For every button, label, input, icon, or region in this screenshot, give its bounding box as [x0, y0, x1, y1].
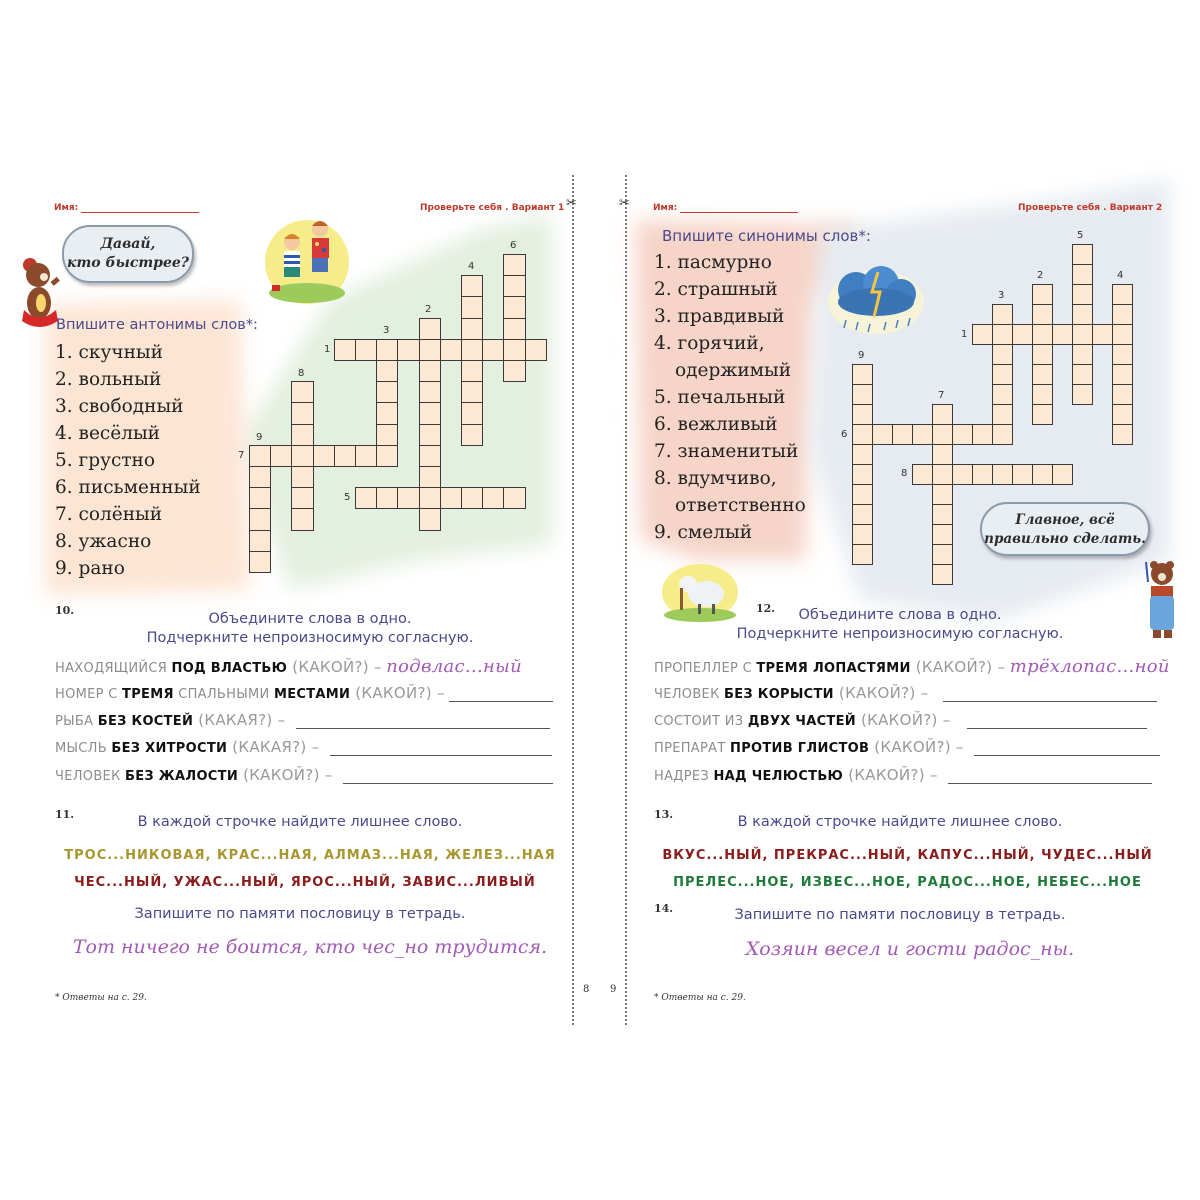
crossword-cell[interactable]: [419, 466, 441, 488]
row-gray: СПАЛЬНЫМИ: [173, 687, 274, 702]
crossword-cell[interactable]: [249, 530, 271, 552]
crossword-cell[interactable]: [461, 339, 483, 361]
proverb-text: Хозяин весел и гости радос_ны.: [745, 938, 1075, 960]
crossword-cell[interactable]: [932, 484, 953, 505]
clue-number: 3: [998, 290, 1005, 301]
crossword-cell[interactable]: [1032, 364, 1053, 385]
task10-row: [55, 738, 552, 756]
crossword-cell[interactable]: [872, 424, 893, 445]
crossword-cell[interactable]: [419, 487, 441, 509]
proverb-instruction: Запишите по памяти пословицу в тетрадь.: [134, 906, 466, 922]
crossword-cell[interactable]: [419, 402, 441, 424]
crossword-cell[interactable]: [461, 424, 483, 446]
list-item: 9. рано: [55, 558, 125, 579]
running-kids-illustration: [262, 207, 352, 305]
crossword-cell[interactable]: [1072, 384, 1093, 405]
row-question: (КАКОЙ?) –: [287, 658, 382, 676]
crossword-cell[interactable]: [992, 324, 1013, 345]
row-bold: БЕЗ КОРЫСТИ: [724, 687, 834, 702]
crossword-cell[interactable]: [852, 544, 873, 565]
crossword-cell[interactable]: [461, 402, 483, 424]
crossword-cell[interactable]: [972, 464, 993, 485]
clue-number: 6: [841, 429, 848, 440]
row-gray: ПРЕПАРАТ: [654, 741, 731, 756]
crossword-cell[interactable]: [1012, 464, 1033, 485]
crossword-cell[interactable]: [419, 318, 441, 340]
clue-number: 6: [510, 240, 517, 251]
list-item: 4. весёлый: [55, 423, 161, 444]
answer-blank[interactable]: [296, 716, 550, 729]
crossword-cell[interactable]: [376, 402, 398, 424]
crossword-cell[interactable]: [249, 445, 271, 467]
clue-number: 4: [1117, 270, 1124, 281]
instruction-line: Объедините слова в одно.: [798, 607, 1002, 623]
crossword-cell[interactable]: [291, 402, 313, 424]
row-question: (КАКОЙ?) –: [869, 738, 964, 756]
row-gray: НАХОДЯЩИЙСЯ: [55, 661, 172, 676]
clue-number: 2: [425, 304, 432, 315]
crossword-cell[interactable]: [1092, 324, 1113, 345]
crossword-cell[interactable]: [932, 404, 953, 425]
page-number-left: 8: [583, 984, 590, 995]
crossword-cell[interactable]: [992, 384, 1013, 405]
crossword-cell[interactable]: [376, 445, 398, 467]
bubble-text-line2: кто быстрее?: [66, 255, 189, 271]
crossword-cell[interactable]: [249, 466, 271, 488]
cut-line-right: [625, 175, 627, 1025]
clue-number: 3: [383, 325, 390, 336]
instruction-line: Подчеркните непроизносимую согласную.: [736, 626, 1064, 642]
list-item: 2. страшный: [654, 279, 778, 300]
crossword-cell[interactable]: [1032, 284, 1053, 305]
row-gray: СОСТОИТ ИЗ: [654, 714, 748, 729]
clue-number: 8: [298, 368, 305, 379]
crossword-cell[interactable]: [525, 339, 547, 361]
antonyms-title: Впишите антонимы слов*:: [56, 317, 258, 333]
crossword-cell[interactable]: [912, 464, 933, 485]
task12-row: [654, 738, 1160, 756]
task10-row: [55, 766, 553, 784]
scissors-icon: ✂: [619, 196, 630, 211]
crossword-cell[interactable]: [1052, 464, 1073, 485]
list-item: 5. печальный: [654, 387, 786, 408]
speech-bubble-right: [980, 502, 1150, 556]
clue-number: 5: [1077, 230, 1084, 241]
task10-row: [55, 684, 553, 702]
crossword-cell[interactable]: [852, 404, 873, 425]
list-item: 1. пасмурно: [654, 252, 772, 273]
task-number: 11.: [55, 808, 75, 821]
crossword-cell[interactable]: [376, 424, 398, 446]
crossword-cell[interactable]: [419, 360, 441, 382]
crossword-cell[interactable]: [461, 275, 483, 297]
row-question: (КАКАЯ?) –: [227, 738, 320, 756]
row-bold: МЕСТАМИ: [273, 687, 351, 702]
crossword-cell[interactable]: [992, 344, 1013, 365]
name-label: Имя:: [653, 203, 678, 213]
crossword-cell[interactable]: [419, 339, 441, 361]
crossword-cell[interactable]: [992, 304, 1013, 325]
row-gray: НОМЕР С: [55, 687, 123, 702]
crossword-cell[interactable]: [852, 484, 873, 505]
task-number: 13.: [654, 808, 674, 821]
answer-blank[interactable]: [449, 689, 553, 702]
footnote: * Ответы на с. 29.: [55, 993, 147, 1003]
word-row-2: ПРЕЛЕС...НОЕ, ИЗВЕС...НОЕ, РАДОС...НОЕ, НЕБЕС...НОЕ: [673, 875, 1142, 890]
antonyms-list: [55, 339, 201, 582]
bubble-text-line1: Давай,: [100, 236, 156, 252]
row-question: (КАКАЯ?) –: [193, 711, 286, 729]
crossword-cell[interactable]: [355, 487, 377, 509]
crossword-cell[interactable]: [461, 487, 483, 509]
crossword-cell[interactable]: [440, 339, 462, 361]
task12-row: [654, 711, 1147, 729]
crossword-cell[interactable]: [1032, 464, 1053, 485]
row-question: (КАКОЙ?) –: [855, 711, 951, 729]
answer-blank[interactable]: [974, 743, 1160, 756]
row-gray: МЫСЛЬ: [55, 741, 112, 756]
crossword-cell[interactable]: [1112, 324, 1133, 345]
crossword-cell[interactable]: [249, 487, 271, 509]
storm-cloud-illustration: [826, 262, 926, 337]
crossword-cell[interactable]: [1112, 424, 1133, 445]
clue-number: 9: [256, 432, 263, 443]
list-item: 3. свободный: [55, 396, 184, 417]
task10-row: [55, 711, 550, 729]
crossword-cell[interactable]: [932, 424, 953, 445]
row-question: (КАКОЙ?) –: [843, 766, 938, 784]
row-question: (КАКОЙ?) –: [833, 684, 929, 702]
row-gray: ПРОПЕЛЛЕР С: [654, 661, 757, 676]
clue-number: 5: [344, 492, 351, 503]
crossword-cell[interactable]: [1072, 324, 1093, 345]
clue-number: 2: [1037, 270, 1044, 281]
crossword-cell[interactable]: [270, 445, 292, 467]
crossword-cell[interactable]: [1112, 304, 1133, 325]
answer-blank[interactable]: [343, 771, 553, 784]
answer-blank[interactable]: [948, 771, 1152, 784]
crossword-cell[interactable]: [992, 404, 1013, 425]
clue-number: 8: [901, 468, 908, 479]
task12-row: [654, 656, 1170, 677]
crossword-cell[interactable]: [503, 254, 525, 276]
crossword-cell[interactable]: [291, 381, 313, 403]
row-bold: ТРЕМЯ: [122, 687, 174, 702]
crossword-cell[interactable]: [932, 444, 953, 465]
row-gray: ЧЕЛОВЕК: [654, 687, 725, 702]
list-item: 2. вольный: [55, 369, 162, 390]
crossword-cell[interactable]: [892, 424, 913, 445]
crossword-cell[interactable]: [1032, 384, 1053, 405]
row-question: (КАКОЙ?) –: [910, 658, 1006, 676]
name-field[interactable]: [653, 203, 798, 213]
crossword-cell[interactable]: [461, 381, 483, 403]
list-item: 3. правдивый: [654, 306, 785, 327]
task-number: 10.: [55, 604, 75, 617]
answer-blank[interactable]: [330, 743, 552, 756]
crossword-cell[interactable]: [1072, 264, 1093, 285]
crossword-cell[interactable]: [952, 464, 973, 485]
crossword-cell[interactable]: [482, 339, 504, 361]
row-question: (КАКОЙ?) –: [350, 684, 445, 702]
list-item: одержимый: [675, 360, 792, 381]
bubble-text-line2: правильно сделать.: [984, 531, 1146, 547]
crossword-cell[interactable]: [1012, 324, 1033, 345]
crossword-cell[interactable]: [932, 504, 953, 525]
list-item: 8. ужасно: [55, 531, 152, 552]
task13-instruction: В каждой строчке найдите лишнее слово.: [737, 814, 1063, 830]
crossword-cell[interactable]: [397, 339, 419, 361]
name-blank[interactable]: [680, 204, 798, 213]
crossword-cell[interactable]: [419, 381, 441, 403]
crossword-cell[interactable]: [503, 275, 525, 297]
crossword-cell[interactable]: [852, 444, 873, 465]
list-item: 4. горячий,: [654, 333, 765, 354]
answer-blank[interactable]: [967, 716, 1147, 729]
clue-number: 1: [961, 329, 968, 340]
crossword-cell[interactable]: [992, 424, 1013, 445]
page-number-right: 9: [610, 984, 617, 995]
crossword-cell[interactable]: [852, 524, 873, 545]
crossword-cell[interactable]: [1112, 384, 1133, 405]
word-row-1: ВКУС...НЫЙ, ПРЕКРАС...НЫЙ, КАПУС...НЫЙ, ЧУДЕС...НЫЙ: [662, 848, 1153, 863]
crossword-cell[interactable]: [503, 296, 525, 318]
task11-instruction: В каждой строчке найдите лишнее слово.: [137, 814, 463, 830]
crossword-cell[interactable]: [419, 508, 441, 530]
list-item: 6. письменный: [55, 477, 201, 498]
crossword-cell[interactable]: [912, 424, 933, 445]
crossword-cell[interactable]: [1112, 364, 1133, 385]
row-bold: ТРЕМЯ ЛОПАСТЯМИ: [756, 661, 911, 676]
crossword-cell[interactable]: [482, 487, 504, 509]
clue-number: 7: [238, 450, 245, 461]
crossword-cell[interactable]: [932, 564, 953, 585]
crossword-cell[interactable]: [972, 324, 993, 345]
crossword-cell[interactable]: [461, 296, 483, 318]
row-bold: ДВУХ ЧАСТЕЙ: [747, 714, 856, 729]
crossword-cell[interactable]: [852, 464, 873, 485]
clue-number: 1: [324, 344, 331, 355]
footnote: * Ответы на с. 29.: [654, 993, 746, 1003]
task12-row: [654, 766, 1152, 784]
name-label: Имя:: [54, 203, 79, 213]
crossword-cell[interactable]: [852, 424, 873, 445]
crossword-cell[interactable]: [249, 551, 271, 573]
crossword-cell[interactable]: [376, 487, 398, 509]
instruction-line: Подчеркните непроизносимую согласную.: [146, 630, 474, 646]
crossword-cell[interactable]: [397, 487, 419, 509]
crossword-cell[interactable]: [440, 487, 462, 509]
proverb-text: Тот ничего не боится, кто чес_но трудится.: [72, 936, 548, 958]
crossword-cell[interactable]: [1112, 344, 1133, 365]
list-item: 9. смелый: [654, 522, 753, 543]
list-item: 7. солёный: [55, 504, 163, 525]
crossword-cell[interactable]: [461, 360, 483, 382]
crossword-cell[interactable]: [334, 445, 356, 467]
crossword-cell[interactable]: [291, 424, 313, 446]
crossword-cell[interactable]: [1112, 284, 1133, 305]
crossword-cell[interactable]: [291, 508, 313, 530]
crossword-cell[interactable]: [503, 360, 525, 382]
row-bold: НАД ЧЕЛЮСТЬЮ: [713, 769, 844, 784]
bubble-text-line1: Главное, всё: [1015, 512, 1115, 528]
crossword-cell[interactable]: [1072, 364, 1093, 385]
crossword-cell[interactable]: [1032, 304, 1053, 325]
synonyms-list: [654, 249, 806, 546]
crossword-cell[interactable]: [291, 487, 313, 509]
task10-row: [55, 656, 522, 677]
list-item: 6. вежливый: [654, 414, 778, 435]
word-row-1: ТРОС...НИКОВАЯ, КРАС...НАЯ, АЛМАЗ...НАЯ, ЖЕЛЕЗ...НАЯ: [64, 848, 556, 863]
row-gray: ЧЕЛОВЕК: [55, 769, 126, 784]
crossword-cell[interactable]: [1072, 344, 1093, 365]
crossword-cell[interactable]: [1072, 244, 1093, 265]
crossword-cell[interactable]: [932, 524, 953, 545]
crossword-cell[interactable]: [952, 424, 973, 445]
crossword-cell[interactable]: [1072, 304, 1093, 325]
name-blank[interactable]: [81, 204, 199, 213]
task-number: 14.: [654, 902, 674, 915]
crossword-cell[interactable]: [249, 508, 271, 530]
crossword-cell[interactable]: [419, 424, 441, 446]
answer-blank[interactable]: [943, 689, 1157, 702]
list-item: 5. грустно: [55, 450, 156, 471]
synonyms-title: Впишите синонимы слов*:: [662, 227, 871, 245]
crossword-cell[interactable]: [852, 504, 873, 525]
task-number: 12.: [756, 602, 776, 615]
variant-label: Проверьте себя . Вариант 1: [420, 203, 565, 213]
clue-number: 7: [938, 390, 945, 401]
task12-instruction: [650, 606, 1150, 644]
answer-example: трёхлопас...ной: [1009, 656, 1170, 677]
proverb-instruction: Запишите по памяти пословицу в тетрадь.: [734, 907, 1066, 923]
row-gray: РЫБА: [55, 714, 98, 729]
row-bold: ПОД ВЛАСТЬЮ: [171, 661, 288, 676]
crossword-cell[interactable]: [972, 424, 993, 445]
name-field[interactable]: [54, 203, 199, 213]
crossword-cell[interactable]: [376, 339, 398, 361]
row-bold: БЕЗ ХИТРОСТИ: [111, 741, 228, 756]
clue-number: 9: [858, 350, 865, 361]
row-bold: БЕЗ КОСТЕЙ: [97, 714, 194, 729]
crossword-cell[interactable]: [852, 384, 873, 405]
scissors-icon: ✂: [566, 196, 577, 211]
crossword-cell[interactable]: [932, 464, 953, 485]
crossword-cell[interactable]: [992, 364, 1013, 385]
crossword-cell[interactable]: [291, 466, 313, 488]
row-gray: НАДРЕЗ: [654, 769, 714, 784]
crossword-cell[interactable]: [313, 445, 335, 467]
crossword-cell[interactable]: [291, 445, 313, 467]
crossword-cell[interactable]: [503, 339, 525, 361]
crossword-cell[interactable]: [1032, 404, 1053, 425]
list-item: 7. знаменитый: [654, 441, 799, 462]
task12-row: [654, 684, 1157, 702]
answer-example: подвлас...ный: [386, 656, 522, 677]
crossword-cell[interactable]: [932, 544, 953, 565]
list-item: ответственно: [675, 495, 806, 516]
crossword-cell[interactable]: [503, 487, 525, 509]
word-row-2: ЧЕС...НЫЙ, УЖАС...НЫЙ, ЯРОС...НЫЙ, ЗАВИС...ЛИВЫЙ: [74, 875, 536, 890]
row-question: (КАКОЙ?) –: [238, 766, 333, 784]
row-bold: БЕЗ ЖАЛОСТИ: [125, 769, 238, 784]
crossword-cell[interactable]: [355, 339, 377, 361]
crossword-cell[interactable]: [1112, 404, 1133, 425]
crossword-cell[interactable]: [334, 339, 356, 361]
crossword-cell[interactable]: [992, 464, 1013, 485]
crossword-cell[interactable]: [355, 445, 377, 467]
speech-bubble-left: [62, 225, 194, 283]
list-item: 8. вдумчиво,: [654, 468, 777, 489]
task10-instruction: [60, 610, 560, 648]
crossword-cell[interactable]: [1032, 324, 1053, 345]
crossword-cell[interactable]: [376, 360, 398, 382]
crossword-cell[interactable]: [376, 381, 398, 403]
crossword-cell[interactable]: [1032, 344, 1053, 365]
crossword-cell[interactable]: [461, 318, 483, 340]
crossword-cell[interactable]: [1072, 284, 1093, 305]
cut-line-left: [572, 175, 574, 1025]
list-item: 1. скучный: [55, 342, 163, 363]
variant-label: Проверьте себя . Вариант 2: [1018, 203, 1163, 213]
row-bold: ПРОТИВ ГЛИСТОВ: [730, 741, 870, 756]
clue-number: 4: [468, 261, 475, 272]
crossword-left: [0, 0, 1, 1]
instruction-line: Объедините слова в одно.: [208, 611, 412, 627]
crossword-cell[interactable]: [852, 364, 873, 385]
crossword-cell[interactable]: [419, 445, 441, 467]
crossword-cell[interactable]: [1052, 324, 1073, 345]
crossword-cell[interactable]: [503, 318, 525, 340]
